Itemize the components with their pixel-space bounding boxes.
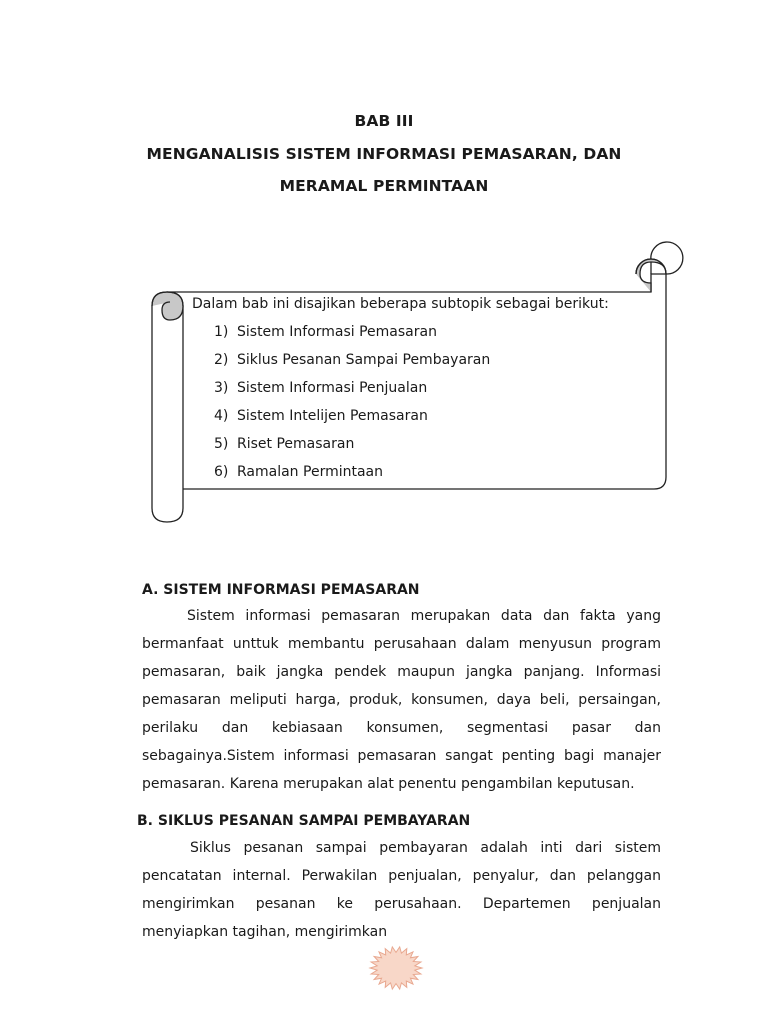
section-a-title: A. SISTEM INFORMASI PEMASARAN	[142, 582, 420, 598]
page-number-badge	[368, 945, 424, 991]
chapter-title-line2: MERAMAL PERMINTAAN	[279, 177, 489, 195]
list-item-text: Ramalan Permintaan	[237, 464, 383, 480]
starburst-icon	[370, 947, 422, 989]
list-item-number: 6)	[214, 464, 229, 480]
list-item-text: Siklus Pesanan Sampai Pembayaran	[237, 352, 491, 368]
list-item-number: 2)	[214, 352, 229, 368]
list-item-number: 1)	[214, 324, 229, 340]
section-b-body: Siklus pesanan sampai pembayaran adalah inti dari sistem pencatatan internal. Perwakilan penjualan, penyalur, dan pelanggan mengirimkan pesanan ke perusahaan. Departemen penjualan menyiapkan tagihan, mengirimkan	[142, 840, 661, 940]
chapter-title-line1: MENGANALISIS SISTEM INFORMASI PEMASARAN, DAN	[146, 145, 622, 163]
list-item-text: Sistem Intelijen Pemasaran	[237, 408, 428, 424]
list-item-number: 3)	[214, 380, 229, 396]
list-item-number: 4)	[214, 408, 229, 424]
list-item-text: Sistem Informasi Penjualan	[237, 380, 428, 396]
list-item-text: Sistem Informasi Pemasaran	[237, 324, 437, 340]
section-a-body: Sistem informasi pemasaran merupakan data dan fakta yang bermanfaat unttuk membantu perusahaan dalam menyusun program pemasaran, baik jangka pendek maupun jangka panjang. Informasi pemasaran meliputi harga, produk, konsumen, daya beli, persaingan, perilaku dan kebiasaan konsumen, segmentasi pasar dan sebagainya.Sistem informasi pemasaran sangat penting bagi manajer pemasaran. Karena merupakan alat penentu pengambilan keputusan.	[142, 608, 661, 792]
list-item-text: Riset Pemasaran	[237, 436, 355, 452]
section-b-title: B. SIKLUS PESANAN SAMPAI PEMBAYARAN	[137, 813, 471, 829]
scroll-intro: Dalam bab ini disajikan beberapa subtopik sebagai berikut:	[192, 296, 609, 312]
list-item-number: 5)	[214, 436, 229, 452]
chapter-label: BAB III	[354, 112, 414, 130]
